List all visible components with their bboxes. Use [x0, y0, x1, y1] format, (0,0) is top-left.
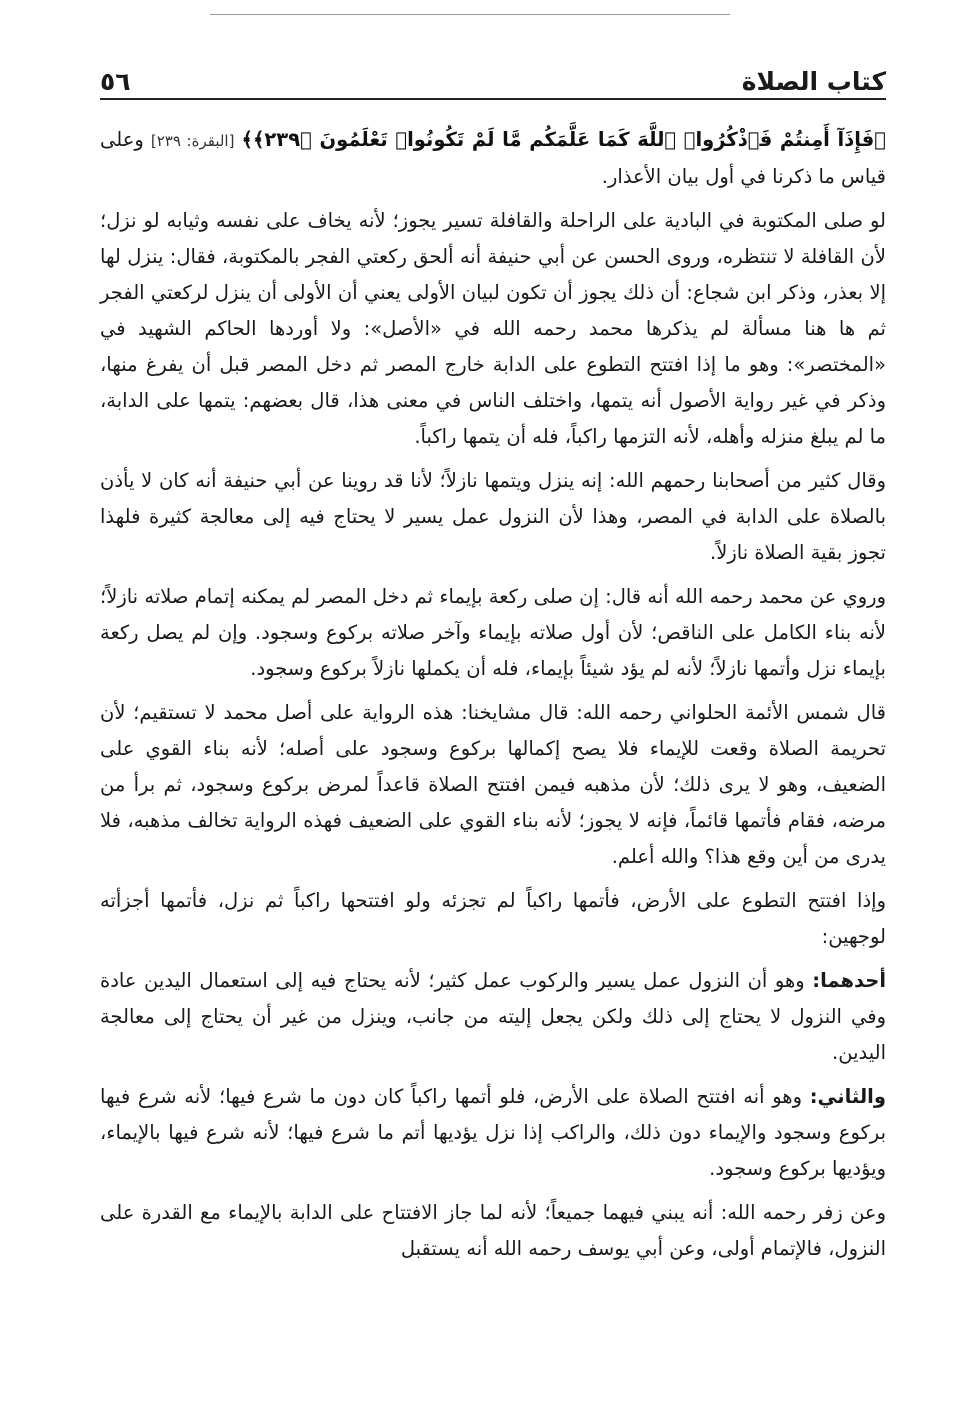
paragraph-text: وهو أن النزول عمل يسير والركوب عمل كثير؛ لأنه يحتاج فيه إلى استعمال اليدين عادة وفي النزول لا يحتاج إلى ذلك ولكن يجعل إليته من جانب، وينزل من غير أن يحتاج إلى معالجة اليدين. — [100, 969, 886, 1064]
paragraph-lead: والثاني: — [809, 1085, 886, 1108]
quran-verse: ﴿فَإِذَآ أَمِنتُمْ فَٱذْكُرُوا۟ ٱللَّهَ كَمَا عَلَّمَكُم مَّا لَمْ تَكُونُوا۟ تَعْلَمُونَ ﴿٢٣٩﴾﴾ — [241, 128, 887, 151]
paragraph-text: وعلى قياس ما ذكرنا في أول بيان الأعذار. — [100, 128, 886, 188]
paragraph-4: وروي عن محمد رحمه الله أنه قال: إن صلى ركعة بإيماء ثم دخل المصر لم يمكنه إتمام صلاته نازلاً؛ لأنه بناء الكامل على الناقص؛ لأن أول صلاته بإيماء وآخر صلاته بركوع وسجود. وإن لم يصل ركعة بإيماء نزل وأتمها نازلاً؛ لأنه لم يؤد شيئاً بإيماء، فله أن يكملها نازلاً بركوع وسجود. — [100, 585, 886, 680]
paragraph-7 — [100, 963, 886, 1071]
page-number: ٥٦ — [100, 67, 131, 96]
top-rule — [210, 14, 730, 15]
paragraph-6: وإذا افتتح التطوع على الأرض، فأتمها راكباً لم تجزئه ولو افتتحها راكباً ثم نزل، فأتمها أجزأته لوجهين: — [100, 889, 886, 948]
paragraph-3: وقال كثير من أصحابنا رحمهم الله: إنه ينزل ويتمها نازلاً؛ لأنا قد روينا عن أبي حنيفة أنه كان لا يأذن بالصلاة على الدابة في المصر، وهذا لأن النزول عمل يسير لا يحتاج فيه إلى معالجة كثيرة فلهذا تجوز بقية الصلاة نازلاً. — [100, 469, 886, 564]
paragraph-5: قال شمس الأئمة الحلواني رحمه الله: قال مشايخنا: هذه الرواية على أصل محمد لا تستقيم؛ لأن تحريمة الصلاة وقعت للإيماء فلا يصح إكمالها بركوع وسجود على أصله؛ لأنه بناء القوي على الضعيف، وهو لا يرى ذلك؛ لأن مذهبه فيمن افتتح الصلاة قاعداً لمرض بركوع وسجود، ثم برأ من مرضه، فقام فأتمها قائماً، فإنه لا يجوز؛ لأنه بناء القوي على الضعيف فهذه الرواية تخالف مذهبه، فلا يدرى من أين وقع هذا؟ والله أعلم. — [100, 701, 886, 868]
paragraph-lead: أحدهما: — [812, 969, 886, 992]
verse-reference: [البقرة: ٢٣٩] — [150, 132, 235, 150]
page-header — [100, 54, 886, 100]
paragraph-8 — [100, 1079, 886, 1187]
paragraph-2: لو صلى المكتوبة في البادية على الراحلة والقافلة تسير يجوز؛ لأنه يخاف على نفسه وثيابه لو نزل؛ لأن القافلة لا تنتظره، وروى الحسن عن أبي حنيفة أنه ألحق ركعتي الفجر بالمكتوبة، فقال: ينزل لها إلا بعذر، وذكر ابن شجاع: أن ذلك يجوز أن تكون لبيان الأولى يعني أن الأولى أن ينزل لركعتي الفجر ثم ها هنا مسألة لم يذكرها محمد رحمه الله في «الأصل»: ولا أوردها الحاكم الشهيد في «المختصر»: وهو ما إذا افتتح التطوع على الدابة خارج المصر ثم دخل المصر قبل أن يفرغ منها، وذكر في غير رواية الأصول أنه يتمها، واختلف الناس في معنى هذا، قال بعضهم: يتمها على الدابة، ما لم يبلغ منزله وأهله، لأنه التزمها راكباً، فله أن يتمها راكباً. — [100, 209, 886, 448]
paragraph-1 — [100, 122, 886, 195]
paragraph-9: وعن زفر رحمه الله: أنه يبني فيهما جميعاً؛ لأنه لما جاز الافتتاح على الدابة بالإيماء مع القدرة على النزول، فالإتمام أولى، وعن أبي يوسف رحمه الله أنه يستقبل — [100, 1201, 886, 1260]
book-title: كتاب الصلاة — [741, 67, 886, 96]
page — [100, 54, 886, 1275]
paragraph-text: وهو أنه افتتح الصلاة على الأرض، فلو أتمها راكباً كان دون ما شرع فيها؛ لأنه شرع فيها بركوع وسجود والإيماء دون ذلك، والراكب إذا نزل يؤديها أتم ما شرع فيها؛ لأنه شرع فيها بالإيماء، ويؤديها بركوع وسجود. — [100, 1085, 886, 1180]
